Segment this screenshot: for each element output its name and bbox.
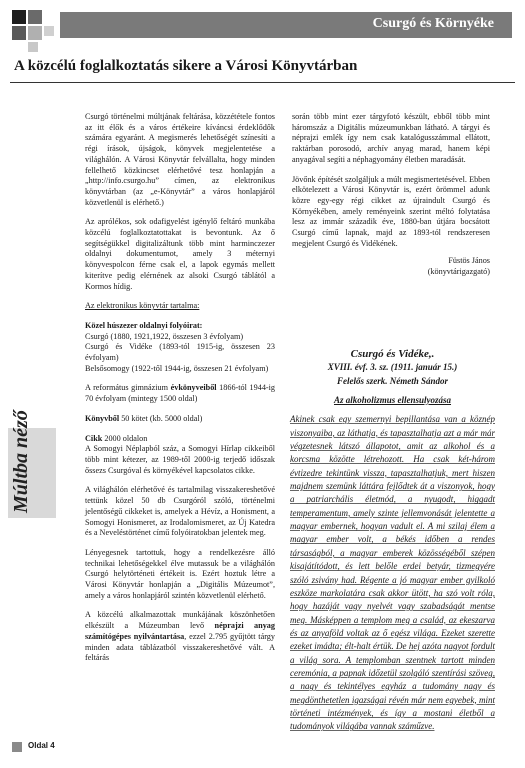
left-column xyxy=(85,112,275,673)
paragraph: Jövőnk építését szolgáljuk a múlt megismertetésével. Ebben elkötelezett a Városi Könyvtár is, ezért örömmel adunk közre egy-egy régi cikket az újraindult Csurgó és Környékében, amely reményeink szerint méltó folytatása lesz az immár századik éve, 1880-ban útjára bocsátott Csurgó című lapnak, majd az 1893-tól rendszeresen megjelent Csurgó és Vidékének. xyxy=(292,174,490,248)
author-signature: Füstös János (könyvtárigazgató) xyxy=(427,256,490,277)
footer-square xyxy=(12,742,22,752)
yearbooks-paragraph: A református gimnázium évkönyveiből 1866-tól 1944-ig 70 évfolyam (mintegy 1500 oldal) xyxy=(85,383,276,404)
museum-paragraph: A közcélú alkalmazottak munkájának köszönhetően elkészült a Múzeumban levő néprajzi anyag számítógépes nyilvántartása, ezzel 2.795 gyűjtött tárgy minden adata táblázatból visszakereshetővé vált. A feltárás xyxy=(85,610,275,663)
section-sidebar-tab xyxy=(8,410,56,518)
paragraph: Lényegesnek tartottuk, hogy a rendelkezésre álló technikai lehetőségekkel élve mutassuk be a világhálón Csurgó helytörténeti értékeit is. Ezért hoztuk létre a Városi Könyvtár honlapján a „Digitális Múzeumot”, amely a város honlapjáról szintén közvetlenül elérhető. xyxy=(85,547,275,600)
reprint-body: Akinek csak egy szemernyi bepillantása van a köznép viszonyaiba, az láthatja, és tapasztalhatja azt a már már végzetesnek látszó állapotot, amit az alkohol és a korcsma közötte létrehozott. Ha csak két-három évtizedre tekintünk vissza, tapasztalhatjuk, mert hiszen majdnem szemünk láttára fejlődtek át a viszonyok, hogy a patriarchális életmód, a nyugodt, higgadt temperamentum, amely szinte jellemvonását jelentette a magyar embernek, hogyan vadult el. A mi szilaj élem a magyar ember volt, a békés időben a rendes társaságból, a magyar emberek közösségéből szépen kisajátítódott, és lett belőle erdei betyár, tizmegyére szóló zsivány had. Régente a jó magyar ember gyilkoló eszköze markolatára csak akkor ütött, ha szó volt róla, hogy hazáját vagy nyelvét vagy szabadságát mentse meg. Másképpen a templom meg a család, az ekeszarva és az anyaföld voltak az ő egész világa. Ezeket szerette ezeket imádta; élt-halt értük. De hej azóta nagyot fordult a világ sora. A templomban szentnek tartott minden ceremónia, a papnak időzetül szolgáló szentírási szöveg, a nagy és tekintélyes egyház a tudomány nagy és megdönthetetlen igazságai révén már nem egyebek, mint történeti intézmények, és így a mostani életből a tudományok világába vannak száműzve. xyxy=(290,414,495,732)
reprinted-article xyxy=(290,348,495,734)
contents-heading: Az elektronikus könyvtár tartalma: xyxy=(85,301,200,311)
paragraph: A világhálón elérhetővé és tartalmilag visszakereshetővé tettünk közel 50 db Csurgóról szóló, történelmi jelentőségű cikkeket is, amelyek a Hévíz, a Honisment, a Somogyi Honismeret, az Irodalomismeret, az Új Katedra és a Neveléstörténet című folyóiratokban jelentek meg. xyxy=(85,485,275,538)
article-title: A közcélú foglalkoztatás sikere a Városi Könyvtárban xyxy=(14,58,358,74)
reprint-newspaper-name: Csurgó és Vidéke,. xyxy=(350,348,435,360)
right-column xyxy=(292,112,490,287)
section-title: Csurgó és Környéke xyxy=(372,16,494,31)
reprint-issue: XVIII. évf. 3. sz. (1911. január 15.) xyxy=(327,362,458,373)
reprint-editor: Felelős szerk. Németh Sándor xyxy=(336,375,448,386)
sidebar-label: Múltba néző xyxy=(10,410,32,513)
list-item: Csurgó és Vidéke (1893-tól 1915-ig, összesen 23 évfolyam) xyxy=(85,342,275,363)
corner-squares-ornament xyxy=(12,10,56,54)
title-divider xyxy=(10,82,515,83)
section-header-bar xyxy=(60,12,512,38)
paragraph: Az aprólékos, sok odafigyelést igénylő feltáró munkába közcélú foglalkoztatottakat is bevontunk. Az ő segítségükkel digitalizáltunk több mint harminczezer oldalnyi dokumentumot, amely 3 méternyi könyvespolcon férne csak el, a lapok egymás mellett kiterítve pedig elérnének az alsoki Csurgó táblától a Kormos hídig. xyxy=(85,217,275,291)
page-number: Oldal 4 xyxy=(28,741,55,750)
books-paragraph: Könyvből 50 kötet (kb. 5000 oldal) xyxy=(85,413,203,423)
reprint-subtitle: Az alkoholizmus ellensulyozása xyxy=(333,395,452,406)
articles-paragraph: Cikk 2000 oldalon A Somogyi Néplapból száz, a Somogyi Hírlap cikkeiből több mint kétezer, az 1989-től 2000-ig terjedő időszak őssezs Csurgóval és környékével kapcsolatos cikke. xyxy=(85,433,275,475)
list-item: Belsősomogy (1922-től 1944-ig, összesen 21 évfolyam) xyxy=(85,363,269,373)
paragraph: Csurgó történelmi múltjának feltárása, közzététele fontos az itt élők és a város értékeire kíváncsi érdeklődők számára egyaránt. A megismerés lehetőségét színesíti a régi írások, újságok, könyvek megjelentetése a világhálón. A Városi Könyvtár felvállalta, hogy minden fellelhető közkincset elérhetővé tesz honlapján a „http://info.csurgo.hu” címen, az elektronikus könyvtárban (az „e-Könyvtár” a város honlapjáról közvetlenül is elérhető.) xyxy=(85,112,275,207)
periodicals-heading: Közel húszezer oldalnyi folyóirat: xyxy=(85,320,203,330)
paragraph: során több mint ezer tárgyfotó készült, ebből több mint háromszáz a Digitális múzeumunkban látható. A tárgyi és néprajzi emlék így nem csak katalógusszámmal ellátott, raktárban porosodó, archív anyag marad, hanem képi anyagával segíti a néphagyomány életben maradását. xyxy=(292,112,490,164)
list-item: Csurgó (1880, 1921,1922, összesen 3 évfolyam) xyxy=(85,331,244,341)
